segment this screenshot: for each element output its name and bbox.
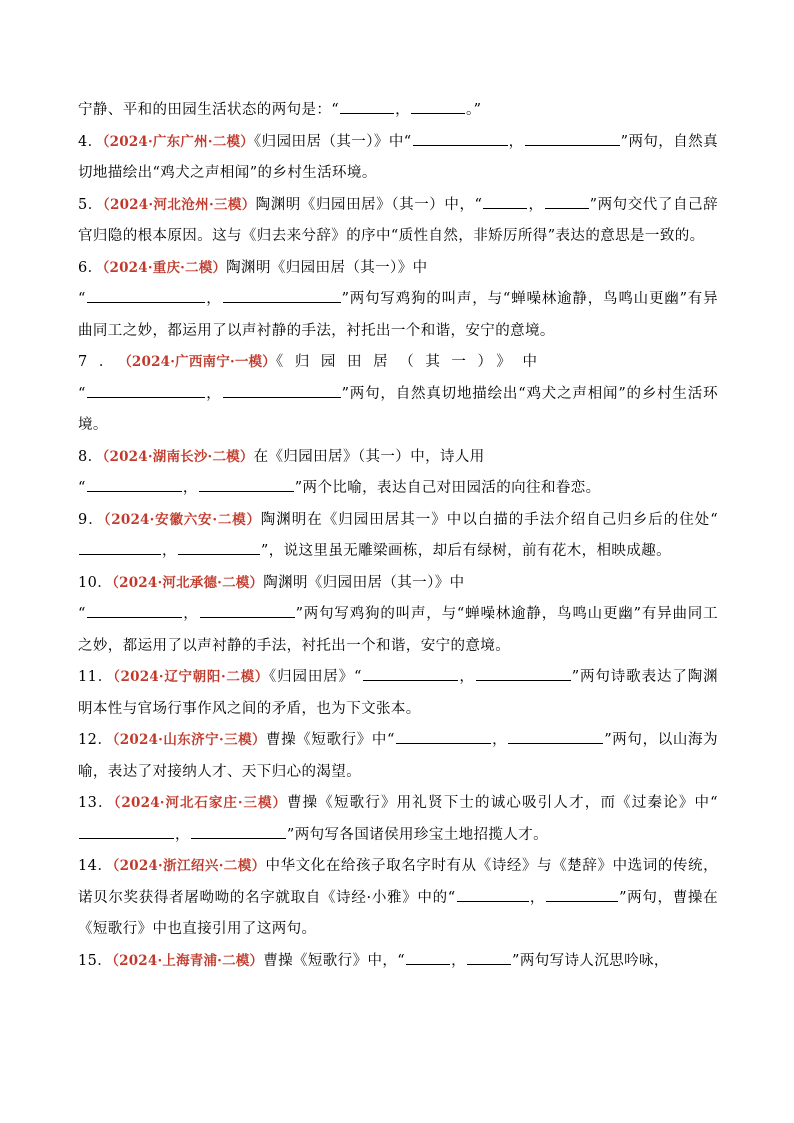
answer-blank[interactable]: [340, 98, 394, 114]
question-15: 15．（2024·上海青浦·二模）曹操《短歌行》中，“ ， ”两句写诗人沉思吟咏，: [78, 946, 718, 978]
question-source: （2024·辽宁朝阳·二模）: [113, 669, 269, 685]
question-source: （2024·山东济宁·三模）: [112, 732, 266, 748]
question-6: 6．（2024·重庆·二模）陶渊明《归园田居（其一）》中 “ ， ”两句写鸡狗的叫声，与“蝉噪林逾静，鸟鸣山更幽”有异曲同工之妙，都运用了以声衬静的手法，衬托出一个和谐，安宁的意境。: [78, 259, 718, 339]
question-7: 7．（2024·广西南宁·一模）《归园田居（其一）》中 “ ， ”两句，自然真切地描绘出“鸡犬之声相闻”的乡村生活环境。: [78, 354, 718, 433]
question-source: （2024·广东广州·二模）: [102, 133, 254, 150]
answer-blank[interactable]: [483, 192, 527, 208]
answer-blank[interactable]: [79, 539, 161, 555]
answer-blank[interactable]: [87, 287, 205, 303]
answer-blank[interactable]: [406, 948, 450, 964]
question-source: （2024·广西南宁·一模）: [124, 354, 276, 370]
answer-blank[interactable]: [191, 822, 286, 838]
question-10: 10．（2024·河北承德·二模）陶渊明《归园田居（其一）》中 “ ， ”两句写鸡狗的叫声，与“蝉噪林逾静，鸟鸣山更幽”有异曲同工之妙，都运用了以声衬静的手法，衬托出一个和谐，安宁的意境。: [78, 574, 718, 654]
answer-blank[interactable]: [200, 602, 295, 618]
answer-blank[interactable]: [545, 192, 589, 208]
question-8: 8．（2024·湖南长沙·二模）在《归园田居》（其一）中，诗人用 “ ， ”两个比喻，表达自己对田园活的向往和眷恋。: [78, 448, 601, 496]
question-source: （2024·浙江绍兴·二模）: [112, 858, 266, 874]
answer-blank[interactable]: [546, 885, 618, 901]
answer-blank[interactable]: [79, 822, 174, 838]
answer-blank[interactable]: [223, 287, 341, 303]
answer-blank[interactable]: [87, 476, 182, 492]
question-source: （2024·河北沧州·三模）: [102, 196, 256, 213]
question-source: （2024·河北石家庄·三模）: [113, 795, 287, 811]
answer-blank[interactable]: [87, 381, 205, 397]
question-9: 9．（2024·安徽六安·二模）陶渊明在《归园田居其一》中以白描的手法介绍自己归乡后的住处“， ”，说这里虽无雕梁画栋，却后有绿树，前有花木，相映成趣。: [78, 511, 719, 559]
question-source: （2024·上海青浦·二模）: [112, 952, 264, 969]
question-4: 4．（2024·广东广州·二模）《归园田居（其一）》中“ ， ”两句，自然真切地描绘出“鸡犬之声相闻”的乡村生活环境。: [78, 127, 718, 190]
question-list: [78, 95, 718, 977]
answer-blank[interactable]: [413, 129, 508, 145]
answer-blank[interactable]: [411, 98, 465, 114]
answer-blank[interactable]: [223, 381, 341, 397]
intro-line: 宁静、平和的田园生活状态的两句是：“ ， 。”: [78, 95, 718, 127]
question-13: 13．（2024·河北石家庄·三模）曹操《短歌行》用礼贤下士的诚心吸引人才，而《过秦论》中“， ”两句写各国诸侯用珍宝土地招揽人才。: [78, 795, 718, 843]
answer-blank[interactable]: [476, 665, 571, 681]
question-source: （2024·湖南长沙·二模）: [102, 448, 254, 465]
question-5: 5．（2024·河北沧州·三模）陶渊明《归园田居》（其一）中，“ ， ”两句交代了自己辞官归隐的根本原因。这与《归去来兮辞》的序中“质性自然，非矫厉所得”表达的意思是一致的。: [78, 190, 718, 253]
question-11: 11．（2024·辽宁朝阳·二模）《归园田居》“ ， ”两句诗歌表达了陶渊明本性与官场行事作风之间的矛盾，也为下文张本。: [78, 662, 718, 725]
question-source: （2024·安徽六安·二模）: [103, 511, 261, 528]
answer-blank[interactable]: [396, 728, 491, 744]
answer-blank[interactable]: [199, 476, 294, 492]
answer-blank[interactable]: [467, 948, 511, 964]
question-14: 14．（2024·浙江绍兴·二模）中华文化在给孩子取名字时有从《诗经》与《楚辞》中选词的传统，诺贝尔奖获得者屠呦呦的名字就取自《诗经·小雅》中的“ ， ”两句，曹操在《短歌行》中也直接引用了这两句。: [78, 858, 719, 937]
question-12: 12．（2024·山东济宁·三模）曹操《短歌行》中“ ， ”两句，以山海为喻，表达了对接纳人才、天下归心的渴望。: [78, 725, 718, 788]
question-source: （2024·河北承德·二模）: [112, 574, 264, 591]
answer-blank[interactable]: [87, 602, 182, 618]
answer-blank[interactable]: [457, 885, 529, 901]
question-source: （2024·重庆·二模）: [102, 259, 227, 276]
answer-blank[interactable]: [525, 129, 620, 145]
answer-blank[interactable]: [363, 665, 458, 681]
answer-blank[interactable]: [508, 728, 603, 744]
answer-blank[interactable]: [178, 539, 260, 555]
